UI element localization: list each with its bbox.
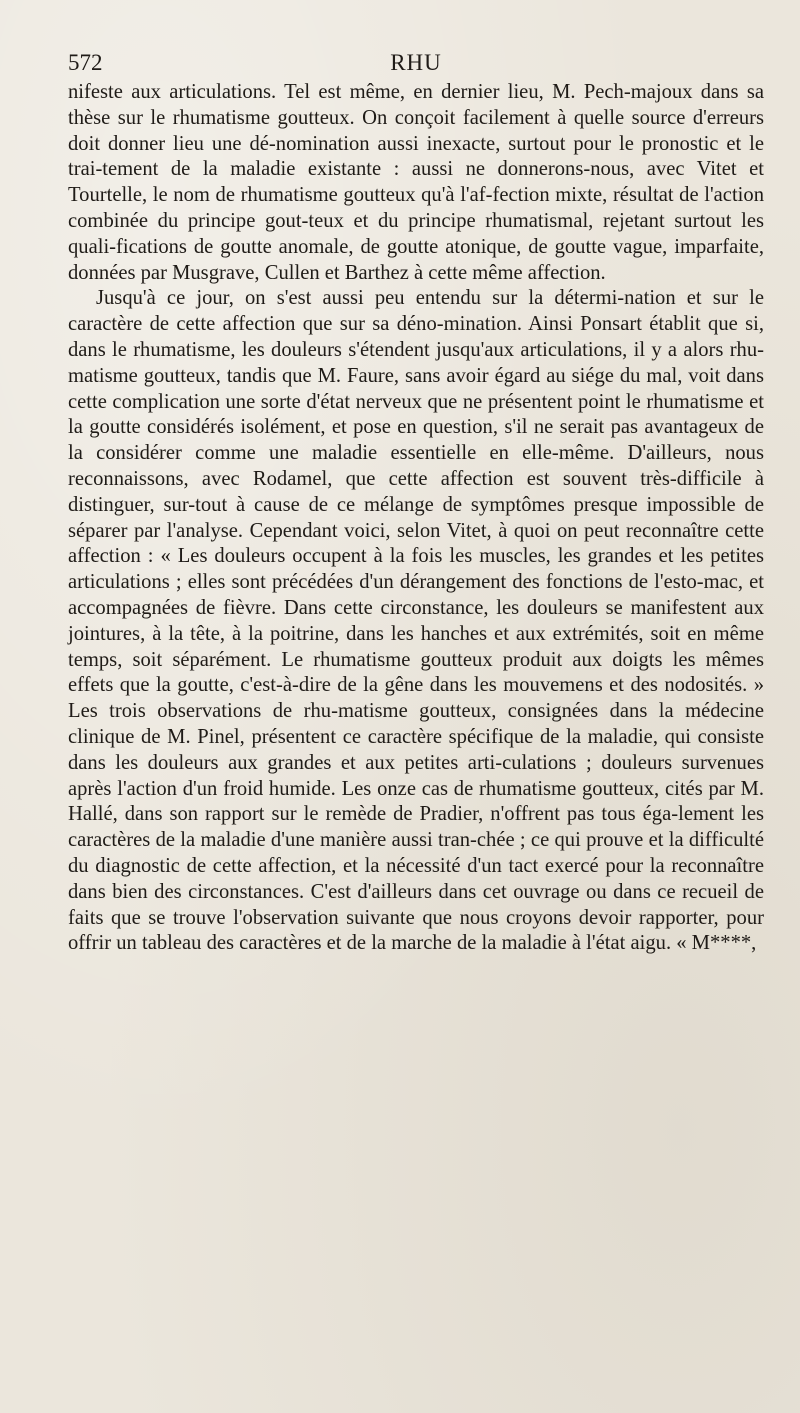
running-title: RHU: [390, 50, 442, 75]
paragraph-1: nifeste aux articulations. Tel est même, en dernier lieu, M. Pech-majoux dans sa thèse sur le rhumatisme goutteux. On conçoit facilement à quelle source d'erreurs doit donner lieu une dé-nomination aussi inexacte, surtout pour le pronostic et le trai-tement de la maladie existante : aussi ne donnerons-nous, avec Vitet et Tourtelle, le nom de rhumatisme goutteux qu'à l'af-fection mixte, résultat de l'action combinée du principe gout-teux et du principe rhumatismal, rejetant surtout les quali-fications de goutte anomale, de goutte atonique, de goutte vague, imparfaite, données par Musgrave, Cullen et Barthez à cette même affection.: [68, 81, 764, 284]
text-body: [68, 80, 764, 957]
paragraph-2: Jusqu'à ce jour, on s'est aussi peu entendu sur la détermi-nation et sur le caractère de cette affection que sur sa déno-mination. Ainsi Ponsart établit que si, dans le rhumatisme, les douleurs s'étendent jusqu'aux articulations, il y a alors rhu-matisme goutteux, tandis que M. Faure, sans avoir égard au siége du mal, voit dans cette complication une sorte d'état nerveux que ne présentent point le rhumatisme et la goutte considérés isolément, et pose en question, s'il ne serait pas avantageux de la considérer comme une maladie essentielle en elle-même. D'ailleurs, nous reconnaissons, avec Rodamel, que cette affection est souvent très-difficile à distinguer, sur-tout à cause de ce mélange de symptômes presque impossible de séparer par l'analyse. Cependant voici, selon Vitet, à quoi on peut reconnaître cette affection : « Les douleurs occupent à la fois les muscles, les grandes et les petites articulations ; elles sont précédées d'un dérangement des fonctions de l'esto-mac, et accompagnées de fièvre. Dans cette circonstance, les douleurs se manifestent aux jointures, à la tête, à la poitrine, dans les hanches et aux extrémités, soit en même temps, soit séparément. Le rhumatisme goutteux produit aux doigts les mêmes effets que la goutte, c'est-à-dire de la gêne dans les mouvemens et des nodosités. » Les trois observations de rhu-matisme goutteux, consignées dans la médecine clinique de M. Pinel, présentent ce caractère spécifique de la maladie, qui consiste dans les douleurs aux grandes et aux petites arti-culations ; douleurs survenues après l'action d'un froid humide. Les onze cas de rhumatisme goutteux, cités par M. Hallé, dans son rapport sur le remède de Pradier, n'offrent pas tous éga-lement les caractères de la maladie d'une manière aussi tran-chée ; ce qui prouve et la difficulté du diagnostic de cette affection, et la nécessité d'un tact exercé pour la reconnaître dans bien des circonstances. C'est d'ailleurs dans cet ouvrage ou dans ce recueil de faits que se trouve l'observation suivante que nous croyons devoir rapporter, pour offrir un tableau des caractères et de la marche de la maladie à l'état aigu. « M****,: [68, 287, 764, 955]
page-number: 572: [68, 50, 103, 75]
running-head: [68, 46, 764, 80]
